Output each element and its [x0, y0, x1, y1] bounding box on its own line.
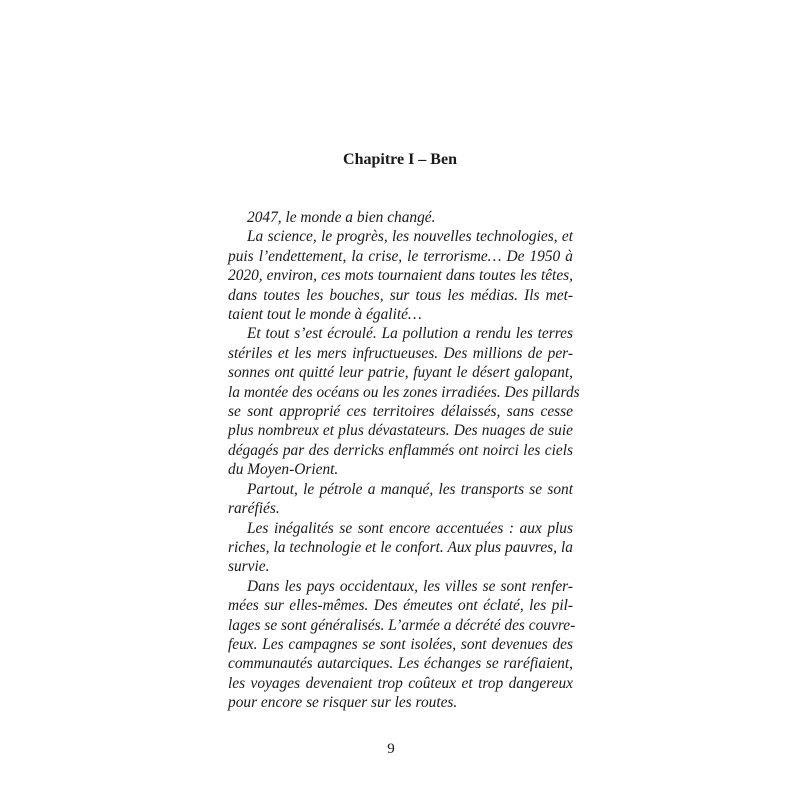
- text-line: mées sur elles-mêmes. Des émeutes ont éclaté, les pil-: [228, 597, 573, 615]
- text-line: sonnes ont quitté leur patrie, fuyant le désert galopant,: [228, 364, 573, 382]
- text-line: la montée des océans ou les zones irradiées. Des pillards: [228, 383, 580, 401]
- paragraph: [209, 577, 576, 713]
- text-line: Et tout s’est écroulé. La pollution a rendu les terres: [247, 325, 573, 343]
- text-line: dans toutes les bouches, sur tous les médias. Ils met-: [228, 286, 573, 304]
- text-line: se sont approprié ces territoires délaissés, sans cesse: [228, 403, 573, 421]
- paragraph: [209, 227, 573, 324]
- text-line: Les inégalités se sont encore accentuées : aux plus: [247, 519, 573, 537]
- text-line: communautés autarciques. Les échanges se raréfiaient,: [228, 655, 573, 673]
- chapter-title: Chapitre I – Ben: [343, 151, 457, 168]
- text-line: Dans les pays occidentaux, les villes se sont renfer-: [247, 577, 573, 595]
- text-line: puis l’endettement, la crise, le terrorisme… De 1950 à: [228, 247, 573, 265]
- text-line: 2020, environ, ces mots tournaient dans toutes les têtes,: [228, 267, 573, 285]
- text-line: plus nombreux et plus dévastateurs. Des nuages de suie: [228, 422, 573, 440]
- text-line: lages se sont généralisés. L’armée a décrété des couvre-: [228, 616, 576, 634]
- text-line: survie.: [228, 558, 270, 576]
- text-line: du Moyen-Orient.: [228, 461, 339, 479]
- text-line: feux. Les campagnes se sont isolées, sont devenues des: [228, 635, 573, 653]
- paragraph: [209, 519, 573, 577]
- text-line: pour encore se risquer sur les routes.: [228, 694, 458, 712]
- text-line: raréfiés.: [228, 500, 280, 518]
- text-line: taient tout le monde à égalité…: [228, 306, 422, 324]
- paragraph: [209, 324, 580, 479]
- text-line: stériles et les mers infructueuses. Des millions de per-: [228, 344, 573, 362]
- page-number: 9: [387, 741, 395, 757]
- text-line: dégagés par des derricks enflammés ont noirci les ciels: [228, 441, 573, 459]
- text-line: riches, la technologie et le confort. Aux plus pauvres, la: [228, 538, 573, 556]
- text-line: Partout, le pétrole a manqué, les transports se sont: [247, 480, 573, 498]
- text-line: les voyages devenaient trop coûteux et trop dangereux: [228, 674, 573, 692]
- chapter-body: [209, 208, 580, 713]
- paragraph: [209, 208, 573, 227]
- paragraph: [209, 480, 573, 519]
- text-line: 2047, le monde a bien changé.: [247, 209, 436, 226]
- text-line: La science, le progrès, les nouvelles technologies, et: [247, 228, 573, 246]
